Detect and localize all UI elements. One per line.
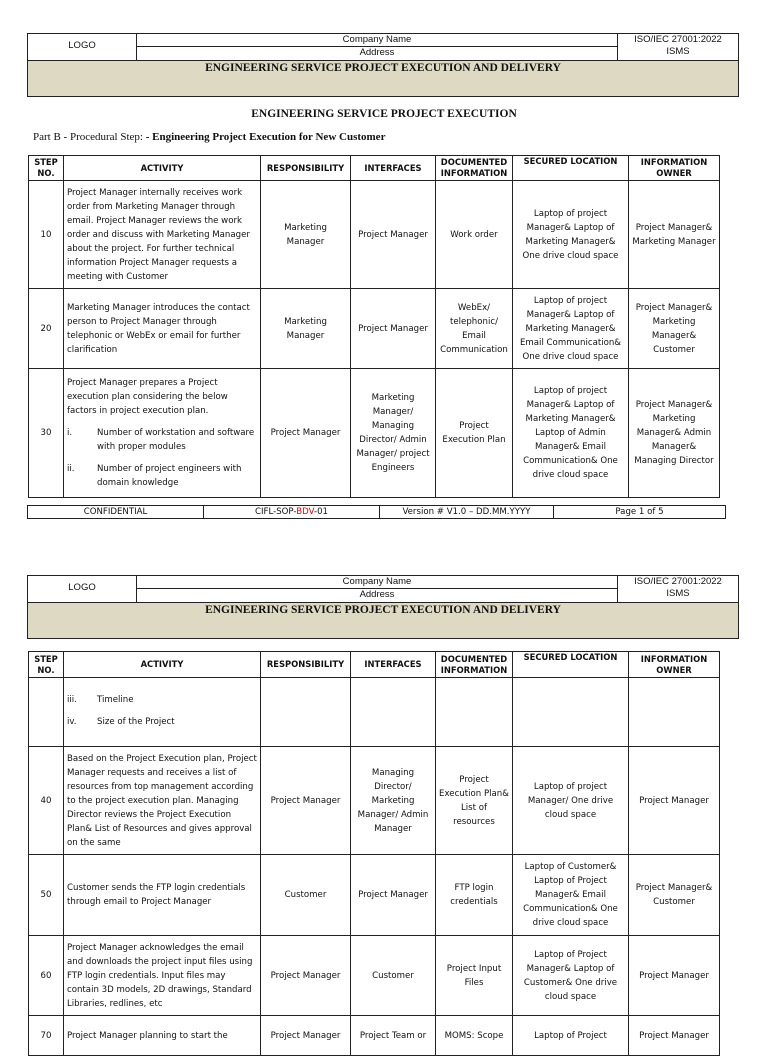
- col-responsibility: RESPONSIBILITY: [261, 156, 351, 181]
- isms-label: ISMS: [666, 588, 690, 599]
- sub-item-text: Number of project engineers with domain knowledge: [97, 464, 242, 488]
- interfaces: Project Team or: [351, 1016, 436, 1056]
- col-responsibility: RESPONSIBILITY: [261, 652, 351, 678]
- footer-version: Version # V1.0 – DD.MM.YYYY: [380, 506, 554, 518]
- sub-item-number: iii.: [67, 695, 77, 705]
- col-secured: SECURED LOCATION: [513, 156, 629, 181]
- interfaces: Project Manager: [351, 855, 436, 936]
- information-owner: [629, 678, 720, 747]
- activity: [64, 369, 261, 498]
- header-band-title: ENGINEERING SERVICE PROJECT EXECUTION AND DELIVERY: [28, 602, 738, 638]
- header-band-title: ENGINEERING SERVICE PROJECT EXECUTION AND DELIVERY: [28, 60, 738, 96]
- interfaces: Project Manager: [351, 181, 436, 289]
- part-prefix: Part B - Procedural Step:: [33, 131, 146, 143]
- responsibility: [261, 678, 351, 747]
- page1-header: [27, 33, 739, 97]
- information-owner: Project Manager: [629, 747, 720, 855]
- responsibility: Project Manager: [261, 369, 351, 498]
- activity: Project Manager planning to start the: [64, 1016, 261, 1056]
- table-row: [29, 369, 720, 498]
- step-no: 50: [29, 855, 64, 936]
- logo-text: LOGO: [68, 582, 96, 593]
- secured-location: Laptop of Customer& Laptop of Project Manager& Email Communication& One drive cloud space: [513, 855, 629, 936]
- iso-cell: [617, 576, 738, 602]
- col-step: STEP NO.: [29, 156, 64, 181]
- address-cell: [137, 589, 617, 602]
- company-name-cell: [137, 34, 617, 47]
- sub-item: [67, 715, 257, 729]
- iso-standard: ISO/IEC 27001:2022: [634, 34, 722, 45]
- sub-item-number: iv.: [67, 717, 77, 727]
- sub-item: [67, 693, 257, 707]
- responsibility: Customer: [261, 855, 351, 936]
- step-no: 40: [29, 747, 64, 855]
- table-header-row: [29, 652, 720, 678]
- secured-location: Laptop of project Manager& Laptop of Marketing Manager& Email Communication& One drive cloud space: [513, 289, 629, 369]
- documented-information: Project Execution Plan& List of resources: [436, 747, 513, 855]
- iso-standard: ISO/IEC 27001:2022: [634, 576, 722, 587]
- secured-location: [513, 678, 629, 747]
- step-no: [29, 678, 64, 747]
- iso-cell: [617, 34, 738, 60]
- logo-cell: [28, 576, 137, 602]
- isms-label: ISMS: [666, 46, 690, 57]
- address-cell: [137, 47, 617, 60]
- table-row: [29, 936, 720, 1016]
- secured-location: Laptop of project Manager/ One drive cloud space: [513, 747, 629, 855]
- logo-text: LOGO: [68, 40, 96, 51]
- company-name: Company Name: [342, 34, 412, 45]
- address: Address: [359, 47, 395, 58]
- sub-item: [67, 426, 257, 454]
- documented-information: Project Execution Plan: [436, 369, 513, 498]
- step-no: 20: [29, 289, 64, 369]
- col-documented: DOCUMENTED INFORMATION: [436, 652, 513, 678]
- col-activity: ACTIVITY: [64, 156, 261, 181]
- col-owner: INFORMATION OWNER: [629, 652, 720, 678]
- document-title: ENGINEERING SERVICE PROJECT EXECUTION: [251, 108, 517, 120]
- interfaces: Customer: [351, 936, 436, 1016]
- footer-doc-code: CIFL-SOP-BDV-01: [204, 506, 380, 518]
- col-secured: SECURED LOCATION: [513, 652, 629, 678]
- company-name-cell: [137, 576, 617, 589]
- responsibility: Marketing Manager: [261, 289, 351, 369]
- responsibility: Project Manager: [261, 936, 351, 1016]
- col-step: STEP NO.: [29, 652, 64, 678]
- responsibility: Project Manager: [261, 1016, 351, 1056]
- table-row: [29, 855, 720, 936]
- step-no: 10: [29, 181, 64, 289]
- step-no: 70: [29, 1016, 64, 1056]
- footer-confidential: CONFIDENTIAL: [28, 506, 204, 518]
- documented-information: [436, 678, 513, 747]
- company-name: Company Name: [342, 576, 412, 587]
- procedure-table-page1: [28, 155, 720, 498]
- activity: Based on the Project Execution plan, Project Manager requests and receives a list of resources from top management according to the project execution plan. Managing Director reviews the Project Execution Plan& List of Resources and gives approval on the same: [64, 747, 261, 855]
- procedure-table-page2: [28, 651, 720, 1056]
- documented-information: Project Input Files: [436, 936, 513, 1016]
- information-owner: Project Manager: [629, 1016, 720, 1056]
- footer-page-number: Page 1 of 5: [615, 507, 664, 517]
- sub-item-text: Timeline: [97, 695, 134, 705]
- sub-item: [67, 462, 257, 490]
- activity-text: Project Manager prepares a Project execution plan considering the below factors in project execution plan.: [67, 378, 228, 416]
- interfaces: Marketing Manager/ Managing Director/ Admin Manager/ project Engineers: [351, 369, 436, 498]
- col-activity: ACTIVITY: [64, 652, 261, 678]
- sub-item-text: Number of workstation and software with proper modules: [97, 428, 255, 452]
- col-owner: INFORMATION OWNER: [629, 156, 720, 181]
- interfaces: [351, 678, 436, 747]
- information-owner: Project Manager& Marketing Manager& Admin Manager& Managing Director: [629, 369, 720, 498]
- sub-item-number: i.: [67, 428, 73, 438]
- table-row: [29, 181, 720, 289]
- col-documented: DOCUMENTED INFORMATION: [436, 156, 513, 181]
- information-owner: Project Manager& Customer: [629, 855, 720, 936]
- table-row: [29, 678, 720, 747]
- documented-information: FTP login credentials: [436, 855, 513, 936]
- secured-location: Laptop of Project Manager& Laptop of Customer& One drive cloud space: [513, 936, 629, 1016]
- page-footer: [27, 505, 726, 519]
- activity: Project Manager acknowledges the email and downloads the project input files using FTP login credentials. Input files may contain 3D models, 2D drawings, Standard Libraries, redlines, etc: [64, 936, 261, 1016]
- activity: [64, 678, 261, 747]
- secured-location: Laptop of project Manager& Laptop of Marketing Manager& One drive cloud space: [513, 181, 629, 289]
- responsibility: Project Manager: [261, 747, 351, 855]
- activity: Customer sends the FTP login credentials through email to Project Manager: [64, 855, 261, 936]
- responsibility: Marketing Manager: [261, 181, 351, 289]
- step-no: 60: [29, 936, 64, 1016]
- information-owner: Project Manager: [629, 936, 720, 1016]
- secured-location: Laptop of Project: [513, 1016, 629, 1056]
- address: Address: [359, 589, 395, 600]
- step-no: 30: [29, 369, 64, 498]
- table-row: [29, 289, 720, 369]
- page2-header: [27, 575, 739, 639]
- sub-item-text: Size of the Project: [97, 717, 175, 727]
- documented-information: WebEx/ telephonic/ Email Communication: [436, 289, 513, 369]
- col-interfaces: INTERFACES: [351, 652, 436, 678]
- table-header-row: [29, 156, 720, 181]
- activity: Project Manager internally receives work order from Marketing Manager through email. Project Manager reviews the work order and discuss with Marketing Manager about the project. For further technical information Project Manager requests a meeting with Customer: [64, 181, 261, 289]
- interfaces: Project Manager: [351, 289, 436, 369]
- information-owner: Project Manager& Marketing Manager: [629, 181, 720, 289]
- secured-location: Laptop of project Manager& Laptop of Marketing Manager& Laptop of Admin Manager& Email Communication& One drive cloud space: [513, 369, 629, 498]
- interfaces: Managing Director/ Marketing Manager/ Admin Manager: [351, 747, 436, 855]
- part-title: - Engineering Project Execution for New Customer: [145, 131, 386, 143]
- sub-item-number: ii.: [67, 464, 75, 474]
- table-row: [29, 747, 720, 855]
- logo-cell: [28, 34, 137, 60]
- documented-information: Work order: [436, 181, 513, 289]
- information-owner: Project Manager& Marketing Manager& Customer: [629, 289, 720, 369]
- activity: Marketing Manager introduces the contact person to Project Manager through telephonic or WebEx or email for further clarification: [64, 289, 261, 369]
- documented-information: MOMS: Scope: [436, 1016, 513, 1056]
- table-row: [29, 1016, 720, 1056]
- col-interfaces: INTERFACES: [351, 156, 436, 181]
- part-line: [33, 131, 733, 143]
